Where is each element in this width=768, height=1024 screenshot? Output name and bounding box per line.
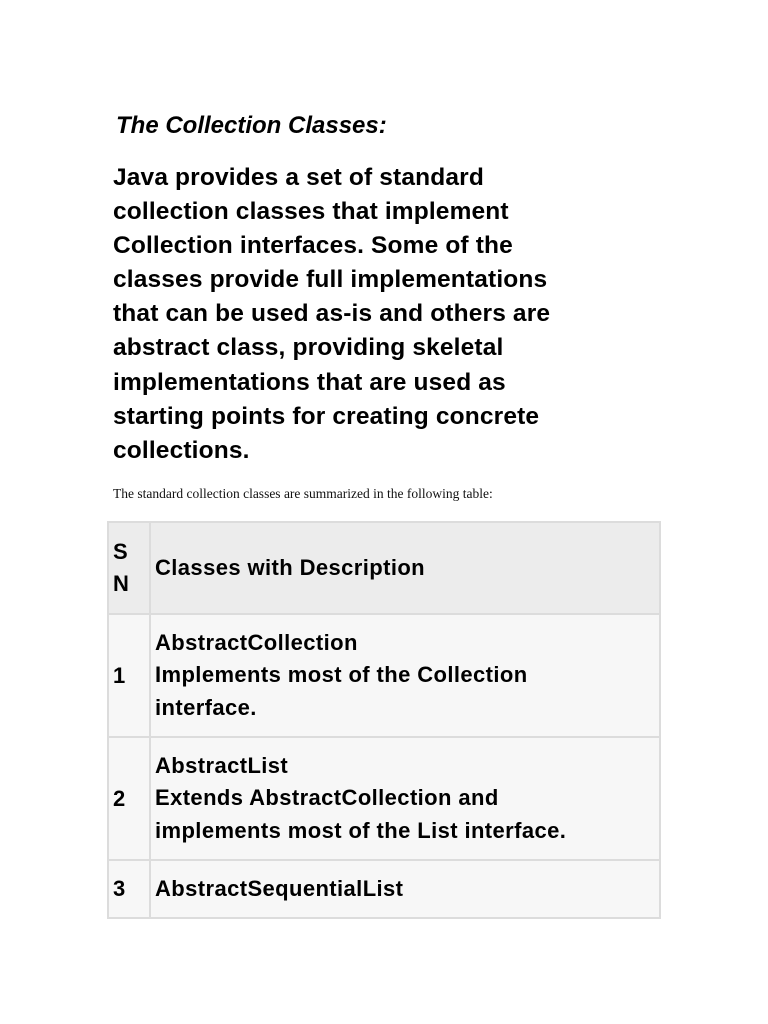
class-name: AbstractCollection [155,629,358,655]
intro-line: Java provides a set of standard [113,164,484,191]
row-description [150,737,660,860]
row-sn: 1 [108,614,150,737]
intro-line: starting points for creating concrete [113,402,540,430]
table-row [108,860,660,918]
header-sn-label: SN [113,539,130,596]
section-heading: The Collection Classes: [116,112,387,139]
row-sn: 2 [108,737,150,860]
class-description-line: implements most of the List interface. [155,817,567,843]
intro-line: collections. [113,436,250,464]
table-caption: The standard collection classes are summarized in the following table: [113,486,493,501]
table-row [108,614,660,737]
intro-line: that can be used as-is and others are [113,300,551,328]
row-description [150,860,660,918]
intro-line: Collection interfaces. Some of the [113,232,513,260]
class-description-line: interface. [155,694,257,720]
intro-line: implementations that are used as [113,368,506,396]
collection-classes-table [107,521,661,919]
row-sn: 3 [108,860,150,918]
table-header-row [108,522,660,614]
intro-line: collection classes that implement [113,198,509,226]
class-name: AbstractList [155,752,289,778]
class-name: AbstractSequentialList [155,875,404,901]
header-sn [108,522,150,614]
table-row [108,737,660,860]
class-description-line: Extends AbstractCollection and [155,785,499,811]
intro-line: classes provide full implementations [113,266,548,294]
class-description-line: Implements most of the Collection [155,662,528,688]
intro-paragraph [113,161,643,468]
row-description [150,614,660,737]
intro-line: abstract class, providing skeletal [113,334,504,362]
header-description: Classes with Description [150,522,660,614]
